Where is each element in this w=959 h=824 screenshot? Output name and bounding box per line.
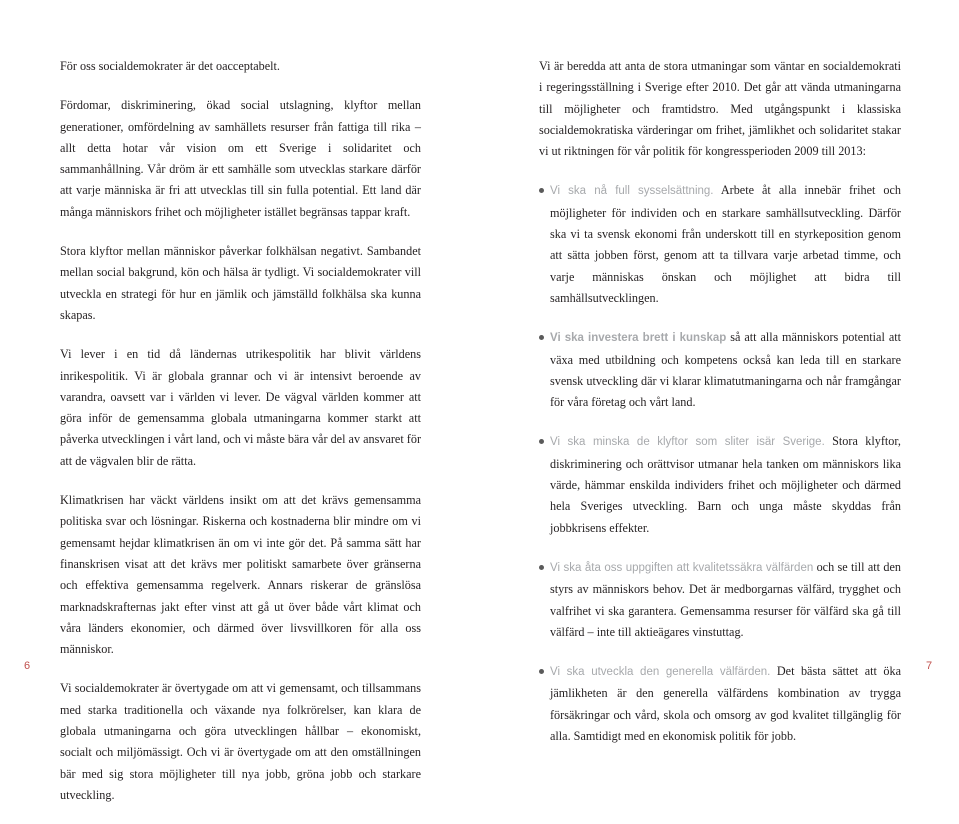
goal-item <box>539 180 901 309</box>
goal-highlight: Vi ska nå full sysselsättning. <box>550 185 714 198</box>
goal-highlight: Vi ska utveckla den generella välfärden. <box>550 666 771 679</box>
page-number-left: 6 <box>24 660 31 672</box>
right-text-column <box>539 56 901 765</box>
page-number-right: 7 <box>926 660 933 672</box>
goal-item <box>539 661 901 747</box>
left-paragraph-5: Vi socialdemokrater är övertygade om att vi gemensamt, och tillsammans med starka traditionella och växande nya folkrörelser, kan klara de globala utmaningarna och göra utvecklingen hållbar – ekonomiskt, socialt och miljömässigt. Och vi är övertygade om att den omställningen bär med sig stora möjligheter till nya jobb, gröna jobb och starkare utveckling. <box>60 681 421 802</box>
goal-highlight: Vi ska minska de klyftor som sliter isär Sverige. <box>550 436 825 449</box>
bullet-icon <box>539 669 544 674</box>
goal-text: Stora klyftor, diskriminering och orättvisor utmanar hela tanken om människors lika värde, hämmar enskilda individers frihet och möjligheter och därmed hela Sveriges utveckling. Barn och unga måste skyddas från jobbkrisens effekter. <box>550 434 901 535</box>
goal-item <box>539 327 901 413</box>
right-intro: Vi är beredda att anta de stora utmaningar som väntar en socialdemokrati i regeringsställning i Sverige efter 2010. Det går att vända utmaningarna till möjligheter och framtidstro. Med utgångspunkt i klassiska socialdemokratiska värderingar om frihet, jämlikhet och solidaritet stakar vi ut riktningen för vår politik för kongressperioden 2009 till 2013: <box>539 59 901 159</box>
bullet-icon <box>539 188 544 193</box>
goal-item <box>539 557 901 643</box>
left-paragraph-4: Klimatkrisen har väckt världens insikt om att det krävs gemensamma politiska svar och lösningar. Riskerna och kostnaderna blir mindre om vi gemensamt hejdar klimatkrisen än om vi inte gör det. På samma sätt har finanskrisen visat att det krävs mer politiskt samarbete över gränserna och effektiva gemensamma regelverk. Annars riskerar de gränslösa marknadskrafternas jakt efter vinst att gå ut över både vårt klimat och våra länders ekonomier, och därmed över livsvillkoren för alla oss människor. <box>60 493 421 657</box>
bullet-icon <box>539 565 544 570</box>
right-page <box>479 0 959 744</box>
goals-list <box>539 180 901 747</box>
goal-text: så att alla människors potential att växa med utbildning och kompetens också kan leda till en starkare svensk utveckling där vi klarar klimatutmaningarna och når framgångar för våra företag och vårt land. <box>550 330 901 410</box>
left-paragraph-3: Vi lever i en tid då ländernas utrikespolitik har blivit världens inrikespolitik. Vi är globala grannar och vi är intensivt beroende av varandra, oavsett var i världen vi lever. De vägval världen kommer att göra inför de gemensamma globala utmaningarna kommer starkt att påverka utvecklingen i vårt land, och vi måste bära vår del av ansvaret för att de vägvalen blir de rätta. <box>60 347 421 468</box>
goal-highlight: Vi ska investera brett i kunskap <box>550 332 727 345</box>
left-intro: För oss socialdemokrater är det oacceptabelt. <box>60 59 280 73</box>
left-page <box>0 0 479 802</box>
left-text-column <box>60 56 421 824</box>
goal-text: och se till att den styrs av människors behov. Det är medborgarnas välfärd, trygghet och valfrihet vi ska garantera. Gemensamma resurser för välfärd ska gå till välfärd – inte till aktieägares vinstuttag. <box>550 559 901 639</box>
left-paragraph-2: Stora klyftor mellan människor påverkar folkhälsan negativt. Sambandet mellan social bakgrund, kön och hälsa är tydligt. Vi socialdemokrater vill utveckla en strategi för hur en jämlik och jämställd folkhälsa ska kunna skapas. <box>60 244 421 322</box>
goal-highlight: Vi ska åta oss uppgiften att kvalitetssäkra välfärden <box>550 561 814 574</box>
goal-text: Arbete åt alla innebär frihet och möjligheter för individen och en starkare samhällsutveckling. Därför ska vi ta svensk ekonomi från underskott till en styrkeposition genom att sätta jobben först, genom att ta tillvara varje arbetad timme, och varje människas önskan och möjlighet att bidra till samhällsutvecklingen. <box>550 183 901 305</box>
goal-item <box>539 431 901 538</box>
bullet-icon <box>539 439 544 444</box>
left-paragraph-1: Fördomar, diskriminering, ökad social utslagning, klyftor mellan generationer, omfördelning av samhällets resurser från fattiga till rika – allt detta hotar vår vision om ett Sverige i solidaritet och sammanhållning. Vår dröm är ett samhälle som utvecklas starkare därför att varje människa är fri att utvecklas till sin fulla potential. Ett land där många människors frihet och möjligheter istället begränsas tappar kraft. <box>60 98 421 219</box>
goal-text: Det bästa sättet att öka jämlikheten är den generella välfärdens kombination av trygga försäkringar och vård, skola och omsorg av god kvalitet tillgänglig för alla. Samtidigt med en ekonomisk politik för jobb. <box>550 664 901 744</box>
bullet-icon <box>539 335 544 340</box>
